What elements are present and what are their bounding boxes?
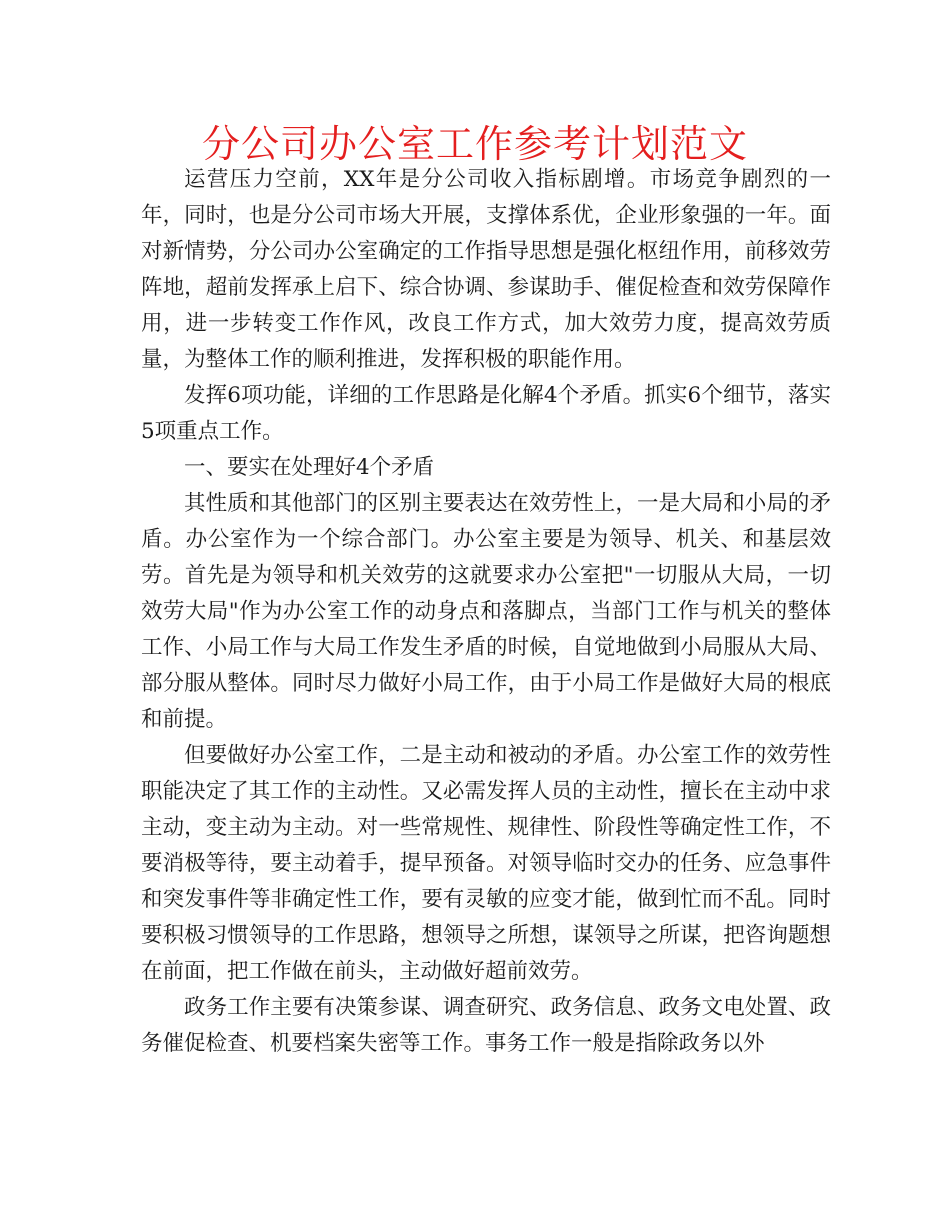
- document-title: 分公司办公室工作参考计划范文: [201, 122, 748, 166]
- paragraph: 政务工作主要有决策参谋、调查研究、政务信息、政务文电处置、政务催促检查、机要档案失密等工作。事务工作一般是指除政务以外: [141, 995, 831, 1056]
- document-body: [141, 162, 831, 1062]
- paragraph: 但要做好办公室工作，二是主动和被动的矛盾。办公室工作的效劳性职能决定了其工作的主动性。又必需发挥人员的主动性，擅长在主动中求主动，变主动为主动。对一些常规性、规律性、阶段性等确定性工作，不要消极等待，要主动着手，提早预备。对领导临时交办的任务、应急事件和突发事件等非确定性工作，要有灵敏的应变才能，做到忙而不乱。同时要积极习惯领导的工作思路，想领导之所想，谋领导之所谋，把咨询题想在前面，把工作做在前头，主动做好超前效劳。: [141, 743, 831, 984]
- section-heading: 一、要实在处理好4个矛盾: [184, 455, 435, 480]
- paragraph: 发挥6项功能，详细的工作思路是化解4个矛盾。抓实6个细节，落实5项重点工作。: [141, 383, 831, 444]
- paragraph: 运营压力空前，XX年是分公司收入指标剧增。市场竞争剧烈的一年，同时，也是分公司市场大开展，支撑体系优，企业形象强的一年。面对新情势，分公司办公室确定的工作指导思想是强化枢纽作用，前移效劳阵地，超前发挥承上启下、综合协调、参谋助手、催促检查和效劳保障作用，进一步转变工作作风，改良工作方式，加大效劳力度，提高效劳质量，为整体工作的顺利推进，发挥积极的职能作用。: [141, 167, 831, 372]
- paragraph: 其性质和其他部门的区别主要表达在效劳性上，一是大局和小局的矛盾。办公室作为一个综合部门。办公室主要是为领导、机关、和基层效劳。首先是为领导和机关效劳的这就要求办公室把"一切服从大局，一切效劳大局"作为办公室工作的动身点和落脚点，当部门工作与机关的整体工作、小局工作与大局工作发生矛盾的时候，自觉地做到小局服从大局、部分服从整体。同时尽力做好小局工作，由于小局工作是做好大局的根底和前提。: [141, 491, 831, 732]
